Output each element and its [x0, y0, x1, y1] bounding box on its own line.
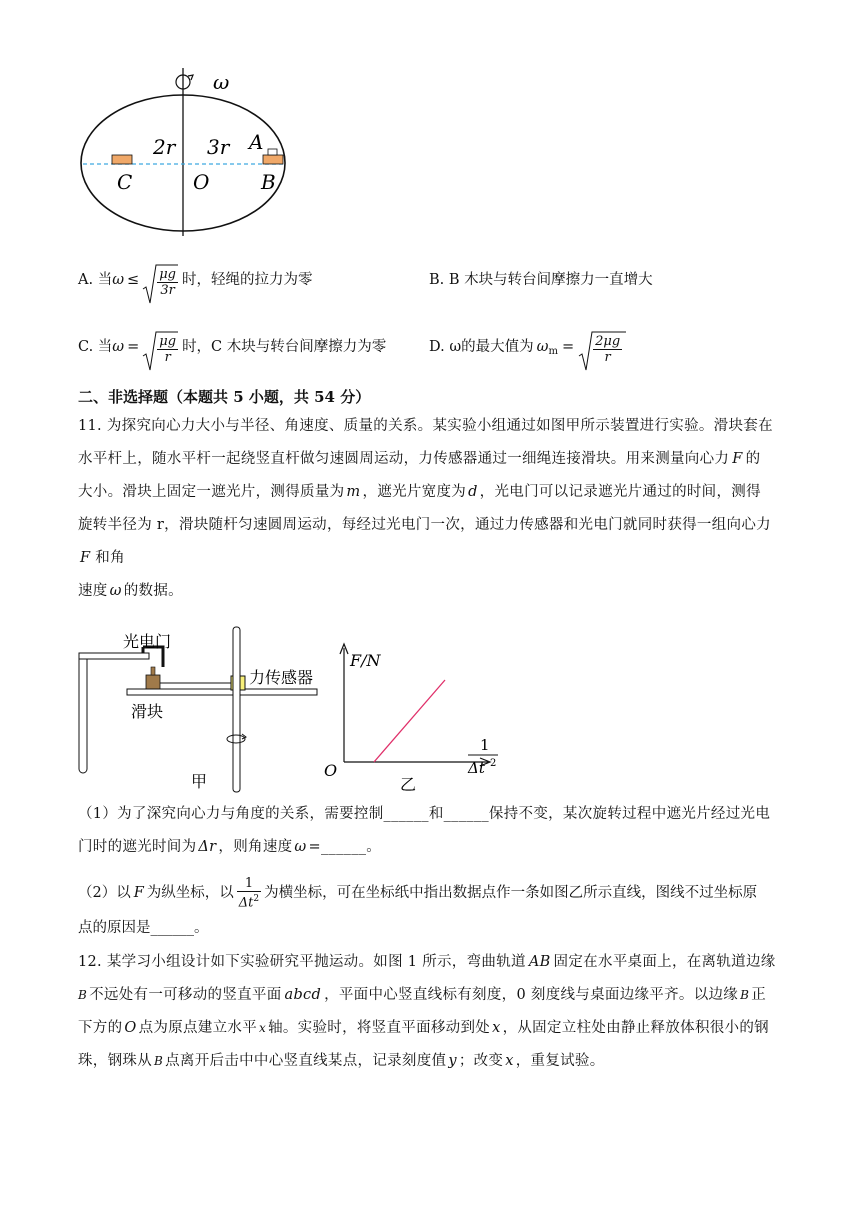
q12-line4c: ；改变: [458, 1053, 504, 1069]
gate-arm: [79, 653, 149, 659]
q11-line3c: ，光电门可以记录遮光片通过的时间，测得: [479, 484, 761, 500]
option-a-rel: ≤: [127, 272, 140, 288]
q11-line2-text: 水平杆上，随水平杆一起绕竖直杆做匀速圆周运动，力传感器通过一细绳连接滑块。用来测量向心力: [78, 451, 730, 467]
option-c-suffix: 时，C 木块与转台间摩擦力为零: [182, 339, 387, 355]
option-d-prefix: D. ω的最大值为: [429, 339, 534, 355]
q11-part1-line2: [78, 831, 813, 864]
q12-line1a: 12. 某学习小组设计如下实验研究平抛运动。如图 1 所示，弯曲轨道: [78, 954, 526, 970]
rotation-arrow-icon: [176, 75, 193, 89]
slider-label: 滑块: [131, 702, 164, 721]
option-d-num: 2μg: [595, 333, 621, 349]
x-axis-label-den: Δt: [468, 759, 485, 777]
q11-part2-den-wrap: [237, 892, 261, 910]
q12-line1b: 固定在水平桌面上，在离轨道边缘: [553, 954, 776, 970]
option-a-prefix: A. 当: [78, 272, 113, 288]
option-a-den: 3r: [160, 282, 175, 298]
q12-line2-b: B: [78, 988, 88, 1002]
left-post: [79, 653, 87, 773]
option-a: [78, 258, 312, 302]
section-heading: 二、非选择题（本题共 5 小题，共 54 分）: [78, 388, 371, 406]
option-c-omega: ω: [112, 339, 125, 355]
option-d-den: r: [604, 349, 611, 365]
q11-part2-exp: 2: [253, 893, 260, 904]
q12-line3d: ，从固定立柱处由静止释放体积很小的钢: [502, 1020, 769, 1036]
q12-line2a: 不远处有一可移动的竖直平面: [89, 987, 282, 1003]
q11-line6b: 的数据。: [123, 583, 183, 599]
option-c-num: μg: [159, 333, 177, 349]
q12-line4-x: x: [505, 1053, 514, 1069]
figure-jia: [75, 625, 338, 795]
vertical-rod: [233, 627, 240, 792]
q11-line1: 11. 为探究向心力大小与半径、角速度、质量的关系。某实验小组通过如图甲所示装置进行实验。滑块套在: [78, 418, 773, 434]
label-3r: 3r: [207, 135, 230, 159]
q11-part2-text-c: 为横坐标，可在坐标纸中指出数据点作一条如图乙所示直线，图线不过坐标原: [264, 885, 758, 901]
graph-line: [374, 680, 445, 762]
q12-line3-x2: x: [492, 1020, 501, 1036]
q11-line6-w: ω: [109, 583, 122, 599]
q11-line5-f: F: [80, 550, 91, 566]
block-c: [112, 155, 132, 164]
option-a-num: μg: [159, 266, 176, 282]
gate-label: 光电门: [123, 632, 172, 651]
q11-part1-dt: Δr: [198, 839, 217, 855]
q11-line6a: 速度: [78, 583, 108, 599]
option-b: B. B 木块与转台间摩擦力一直增大: [429, 272, 653, 288]
q12-line3b: 点为原点建立水平: [138, 1020, 257, 1036]
q12-line2b: ，平面中心竖直线标有刻度，0 刻度线与桌面边缘平齐。以边缘: [324, 987, 739, 1003]
option-c: [78, 325, 386, 369]
q11-part1-line1: （1）为了深究向心力与角度的关系，需要控制______和______保持不变，某次旋转过程中遮光片经过光电: [78, 806, 771, 822]
turntable-figure: [75, 66, 305, 241]
option-a-suffix: 时，轻绳的拉力为零: [181, 272, 313, 288]
q11-part2-fraction: [237, 876, 261, 910]
option-a-sqrt: [142, 263, 178, 298]
q11-line2-var: F: [732, 451, 743, 467]
omega-label: ω: [213, 70, 230, 94]
q12-line3: [78, 1012, 813, 1045]
block-b: [263, 155, 283, 164]
q11-part2-line2: 点的原因是______。: [78, 920, 209, 936]
slider-block: [146, 675, 160, 689]
q12-line4: [78, 1045, 813, 1078]
option-c-den: r: [164, 349, 171, 365]
q12-line4b: 点离开后击中中心竖直线某点，记录刻度值: [165, 1053, 447, 1069]
label-b: B: [261, 170, 276, 194]
q11-line5-text: 和角: [90, 550, 125, 566]
q11-line2: [78, 443, 813, 476]
figure-jia-caption: 甲: [191, 772, 208, 791]
q11-part2-line1: [78, 873, 757, 913]
y-axis-label: F/N: [350, 651, 381, 670]
q11-line5: [78, 542, 813, 575]
q11-line6: [78, 575, 813, 608]
label-c: C: [117, 170, 133, 194]
q12-line4-b: B: [154, 1054, 164, 1068]
block-a: [268, 149, 277, 155]
option-c-prefix: C. 当: [78, 339, 113, 355]
q12-line3a: 下方的: [78, 1020, 123, 1036]
q12-line1-ab: AB: [528, 954, 551, 970]
q12-line4a: 珠，钢珠从: [78, 1053, 152, 1069]
shading-plate: [151, 667, 155, 675]
option-c-rel: =: [127, 339, 140, 355]
origin-label: O: [324, 761, 338, 780]
option-a-omega: ω: [112, 272, 125, 288]
q11-line3b: ，遮光片宽度为: [362, 484, 467, 500]
option-d-sub: m: [548, 346, 558, 357]
q12-line2c: 正: [751, 987, 767, 1003]
q11-text: [78, 410, 813, 608]
q11-part1-text-d: =______。: [308, 839, 382, 855]
q12-line4-y: y: [448, 1053, 457, 1069]
q12-line3c: 轴。实验时，将竖直平面移动到处: [268, 1020, 491, 1036]
figure-yi-caption: 乙: [400, 775, 417, 794]
option-d-sqrt: [578, 330, 622, 365]
q12-line2: [78, 979, 813, 1012]
label-o: O: [193, 170, 210, 194]
q11-line3: [78, 476, 813, 509]
option-d-omega: ω: [536, 339, 549, 355]
figure-yi: [320, 640, 510, 800]
q11-part2-f: F: [133, 885, 144, 901]
q12-text: [78, 946, 813, 1078]
q12-line1: [78, 946, 813, 979]
label-2r: 2r: [153, 135, 176, 159]
q11-part1-text-c: ，则角速度: [218, 839, 293, 855]
option-d-rel: =: [561, 339, 575, 355]
q11-part2-text-a: （2）以: [78, 885, 131, 901]
option-c-sqrt: [142, 330, 178, 365]
q11-part1-text-b: 门时的遮光时间为: [78, 839, 197, 855]
q12-line3-o: O: [124, 1020, 137, 1036]
q11-part2-num: 1: [237, 876, 261, 892]
q11-line3a: 大小。滑块上固定一遮光片，测得质量为: [78, 484, 345, 500]
x-axis-label-exp: 2: [490, 758, 497, 769]
q12-line2-b2: B: [740, 988, 750, 1002]
x-axis-label-num: 1: [480, 736, 490, 754]
q11-part1: [78, 798, 813, 864]
label-a: A: [249, 130, 264, 154]
q12-line2-abcd: abcd: [284, 987, 322, 1003]
q11-line2-end: 的: [745, 451, 761, 467]
q11-part1-w: ω: [294, 839, 307, 855]
q11-line4: 旋转半径为 r，滑块随杆匀速圆周运动，每经过光电门一次，通过力传感器和光电门就同时获得一组向心力: [78, 517, 771, 533]
option-d: [429, 325, 622, 369]
q11-line3-d: d: [468, 484, 478, 500]
sensor-label: 力传感器: [249, 668, 314, 687]
horizontal-rod: [127, 689, 317, 695]
q12-line3-x: x: [259, 1021, 267, 1035]
q12-line4d: ，重复试验。: [515, 1053, 605, 1069]
q11-part2-text-b: 为纵坐标，以: [146, 885, 234, 901]
q11-part2-den: Δt: [238, 895, 254, 911]
q11-line3-m: m: [346, 484, 361, 500]
